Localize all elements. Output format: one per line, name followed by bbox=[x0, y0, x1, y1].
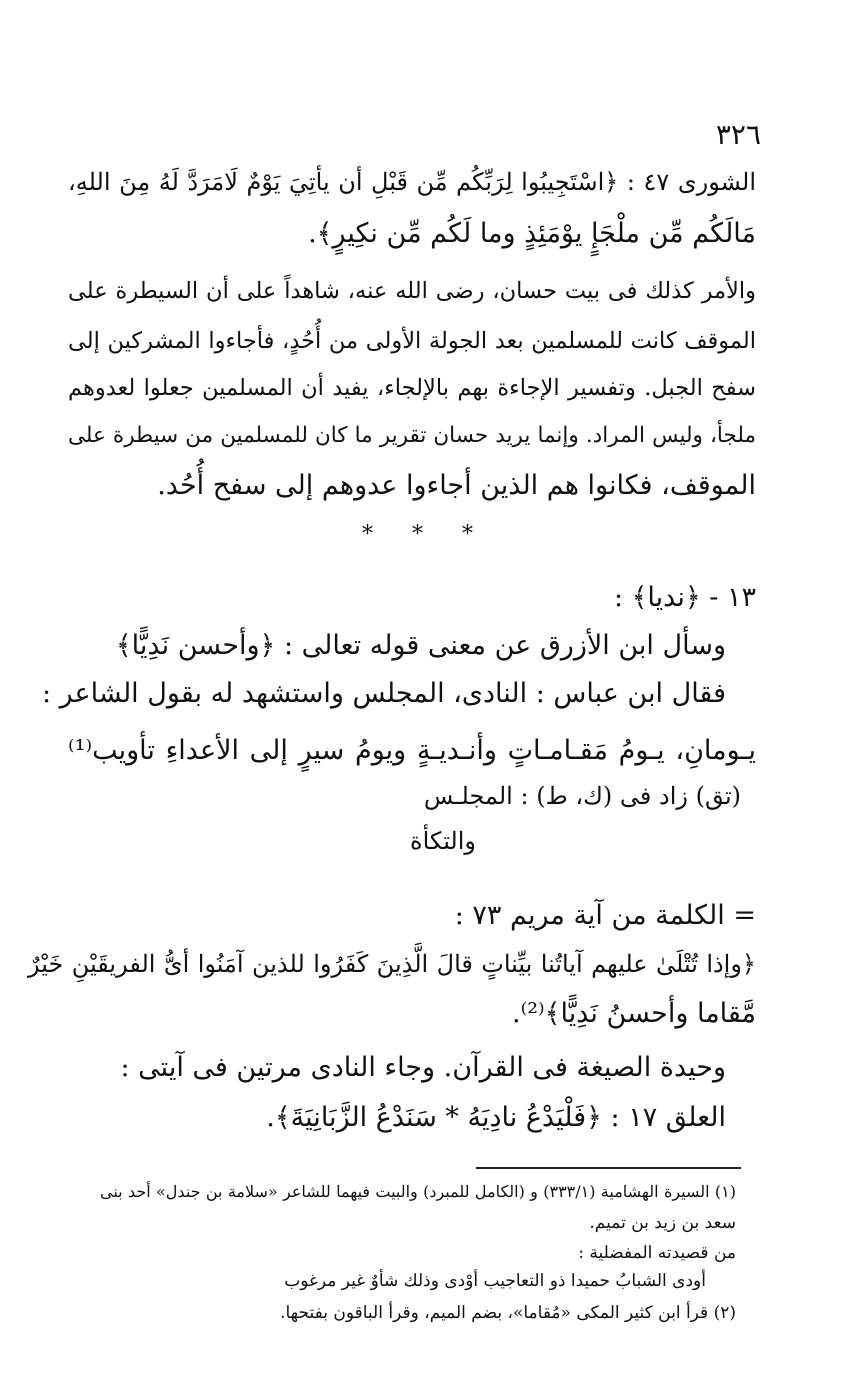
verse-line-1: الشورى ٤٧ : ﴿اسْتَجِيبُوا لِرَبِّكُم مِّن قَبْلِ أن يأتِيَ يَوْمٌ لَامَرَدَّ لَهُ مِنَ اللهِ، bbox=[68, 168, 756, 196]
section-separator: * * * bbox=[362, 522, 489, 547]
quran-verse-line-1: ﴿وإذا تُتْلَىٰ عليهم آياتُنا بيِّناتٍ قالَ الَّذِينَ كَفَرُوا للذين آمَنُوا أىُّ الفريقَيْنِ خَيْرٌ bbox=[28, 950, 756, 978]
paragraph-line-4: ملجأ، وليس المراد. وإنما يريد حسان تقرير ما كان للمسلمين من سيطرة على bbox=[68, 423, 756, 448]
paragraph-line-5: الموقف، فكانوا هم الذين أجاءوا عدوهم إلى سفح أُحُد. bbox=[157, 470, 756, 501]
paragraph-line-3: سفح الجبل. وتفسير الإجاءة بهم بالإلجاء، يفيد أن المسلمين جعلوا لعدوهم bbox=[68, 375, 756, 401]
footnote-poem: أودى الشبابُ حميدا ذو التعاجيب أوْدى وذلك شأوٌ غير مرغوب bbox=[284, 1271, 706, 1291]
verse-reference: = الكلمة من آية مريم ٧٣ : bbox=[454, 900, 756, 931]
section-heading: ١٣ - ﴿نديا﴾ : bbox=[613, 582, 756, 613]
footnote-2: (٢) قرأ ابن كثير المكى «مُقاما»، بضم الميم، وقرأ الباقون بفتحها. bbox=[280, 1303, 736, 1323]
variant-note-end: والتكأة bbox=[410, 827, 476, 855]
variant-note: (تق) زاد فى (ك، ط) : المجلـس bbox=[423, 782, 741, 810]
comment-line: وحيدة الصيغة فى القرآن. وجاء النادى مرتين فى آيتى : bbox=[120, 1052, 726, 1083]
quran-verse-line-2: مَّقاما وأحسنُ نَدِيًّا﴾⁽²⁾. bbox=[512, 998, 756, 1029]
question-line: وسأل ابن الأزرق عن معنى قوله تعالى : ﴿وأحسن نَدِيًّا﴾ bbox=[115, 630, 726, 661]
verse-line-2: مَالَكُم مِّن ملْجَإٍ يوْمَئِذٍ وما لَكُم مِّن نكِيرٍ﴾. bbox=[308, 218, 756, 249]
footnote-1-line-1: (١) السيرة الهشامية (٣٣٣/١) و (الكامل للمبرد) والبيت فيهما للشاعر «سلامة بن جندل» أحد بنى bbox=[100, 1182, 736, 1201]
page-number: ٣٢٦ bbox=[715, 118, 761, 151]
footnote-rule bbox=[476, 1167, 741, 1169]
answer-line: فقال ابن عباس : النادى، المجلس واستشهد له بقول الشاعر : bbox=[41, 678, 726, 709]
footnote-1-line-3: من قصيدته المفضلية : bbox=[578, 1243, 736, 1263]
alaq-verse: العلق ١٧ : ﴿فَلْيَدْعُ نادِيَهُ * سَنَدْعُ الزَّبَانِيَةَ﴾. bbox=[266, 1102, 726, 1133]
paragraph-line-2: الموقف كانت للمسلمين بعد الجولة الأولى من أُحُدٍ، فأجاءوا المشركين إلى bbox=[68, 328, 756, 354]
paragraph-line-1: والأمر كذلك فى بيت حسان، رضى الله عنه، شاهداً على أن السيطرة على bbox=[68, 278, 756, 304]
footnote-1-line-2: سعد بن زيد بن تميم. bbox=[589, 1213, 736, 1233]
poetry-verse: يـومانِ، يـومُ مَقـامـاتٍ وأنـديـةٍ ويومُ سيرٍ إلى الأعداءِ تأويب⁽¹⁾ bbox=[68, 735, 756, 766]
